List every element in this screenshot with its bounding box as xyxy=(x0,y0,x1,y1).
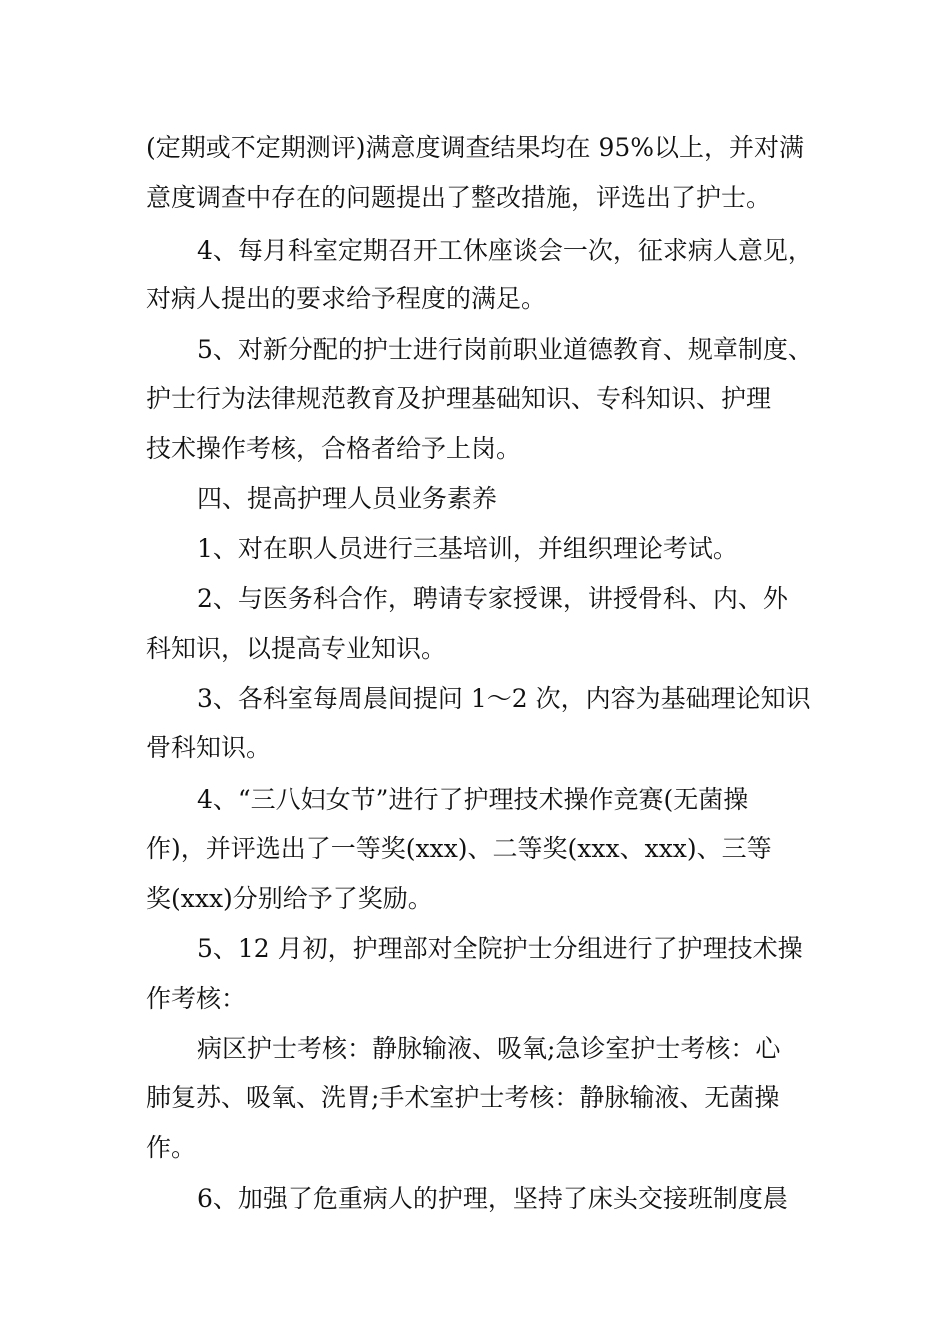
text-line: 作。 xyxy=(146,1133,197,1162)
text-line: 奖(xxx)分别给予了奖励。 xyxy=(146,884,433,913)
section-heading: 四、提高护理人员业务素养 xyxy=(197,484,498,513)
text-line: 4、“三八妇女节”进行了护理技术操作竞赛(无菌操 xyxy=(197,785,749,814)
text-line: 6、加强了危重病人的护理，坚持了床头交接班制度晨 xyxy=(197,1184,788,1213)
text-line: (定期或不定期测评)满意度调查结果均在 95%以上，并对满 xyxy=(146,133,805,162)
text-line: 意度调查中存在的问题提出了整改措施，评选出了护士。 xyxy=(146,183,772,212)
text-line: 骨科知识。 xyxy=(146,733,272,762)
text-line: 5、对新分配的护士进行岗前职业道德教育、规章制度、 xyxy=(197,335,813,364)
text-line: 1、对在职人员进行三基培训，并组织理论考试。 xyxy=(197,534,738,563)
text-line: 3、各科室每周晨间提问 1～2 次，内容为基础理论知识 xyxy=(197,684,811,713)
text-line: 对病人提出的要求给予程度的满足。 xyxy=(146,284,547,313)
text-line: 作考核： xyxy=(146,984,247,1013)
text-line: 5、12 月初，护理部对全院护士分组进行了护理技术操 xyxy=(197,934,803,963)
text-line: 2、与医务科合作，聘请专家授课，讲授骨科、内、外 xyxy=(197,584,788,613)
text-line: 科知识，以提高专业知识。 xyxy=(146,634,447,663)
text-line: 4、每月科室定期召开工休座谈会一次，征求病人意见， xyxy=(197,236,813,265)
text-line: 肺复苏、吸氧、洗胃;手术室护士考核：静脉输液、无菌操 xyxy=(146,1083,780,1112)
text-line: 护士行为法律规范教育及护理基础知识、专科知识、护理 xyxy=(146,384,772,413)
text-line: 作)，并评选出了一等奖(xxx)、二等奖(xxx、xxx)、三等 xyxy=(146,834,772,863)
text-line: 病区护士考核：静脉输液、吸氧;急诊室护士考核：心 xyxy=(197,1034,781,1063)
text-line: 技术操作考核，合格者给予上岗。 xyxy=(146,434,522,463)
